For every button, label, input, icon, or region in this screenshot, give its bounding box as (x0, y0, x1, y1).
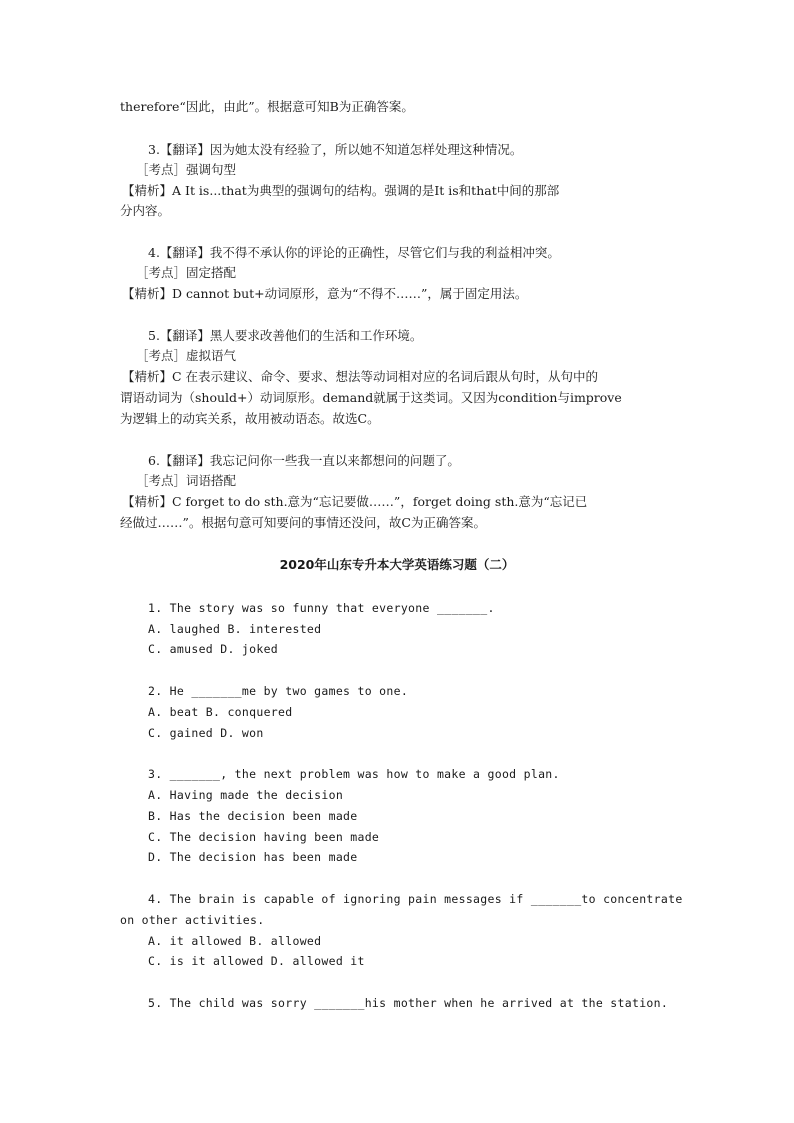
answer-5-point: ［考点］虚拟语气 (136, 348, 237, 363)
question-3-option-a: A. Having made the decision (148, 788, 344, 802)
question-2-option-line-1: A. beat B. conquered (148, 705, 293, 719)
answer-4-analysis-line-1: 【精析】D cannot but+动词原形，意为“不得不……”，属于固定用法。 (122, 286, 528, 301)
question-3-stem: 3. _______, the next problem was how to make a good plan. (148, 767, 560, 781)
answer-6-point: ［考点］词语搭配 (136, 473, 237, 488)
question-2-option-line-2: C. gained D. won (148, 726, 264, 740)
question-2-stem: 2. He _______me by two games to one. (148, 684, 409, 698)
answer-3-analysis-line-2: 分内容。 (120, 203, 171, 218)
answer-4-translation: 4.【翻译】我不得不承认你的评论的正确性，尽管它们与我的利益相冲突。 (148, 245, 560, 260)
question-4-option-line-2: C. is it allowed D. allowed it (148, 954, 365, 968)
answer-6-analysis-line-1: 【精析】C forget to do sth.意为“忘记要做……”，forget doing sth.意为“忘记已 (122, 494, 588, 509)
answer-5-analysis-line-3: 为逻辑上的动宾关系，故用被动语态。故选C。 (120, 411, 380, 426)
question-4-stem-line-1: 4. The brain is capable of ignoring pain messages if _______to concentrate (148, 892, 683, 906)
answer-6-translation: 6.【翻译】我忘记问你一些我一直以来都想问的问题了。 (148, 453, 460, 468)
answer-4-point: ［考点］固定搭配 (136, 265, 237, 280)
question-1-option-line-2: C. amused D. joked (148, 642, 279, 656)
answer-3-point: ［考点］强调句型 (136, 162, 237, 177)
question-1-stem: 1. The story was so funny that everyone _______. (148, 601, 495, 615)
answer-3-analysis-line-1: 【精析】A It is...that为典型的强调句的结构。强调的是It is和that中间的那部 (122, 183, 560, 198)
question-4-stem-line-2: on other activities. (120, 913, 265, 927)
question-1-option-line-1: A. laughed B. interested (148, 622, 322, 636)
answer-6-analysis-line-2: 经做过……”。根据句意可知要问的事情还没问，故C为正确答案。 (120, 515, 486, 530)
question-3-option-d: D. The decision has been made (148, 850, 358, 864)
question-5-stem: 5. The child was sorry _______his mother when he arrived at the station. (148, 996, 669, 1010)
answer-5-translation: 5.【翻译】黑人要求改善他们的生活和工作环境。 (148, 328, 423, 343)
answer-5-analysis-line-2: 谓语动词为（should+）动词原形。demand就属于这类词。又因为condition与improve (120, 390, 622, 405)
answer-2-conclusion: therefore“因此，由此”。根据意可知B为正确答案。 (120, 99, 414, 114)
section-title: 2020年山东专升本大学英语练习题（二） (279, 557, 515, 572)
answer-5-analysis-line-1: 【精析】C 在表示建议、命令、要求、想法等动词相对应的名词后跟从句时，从句中的 (122, 369, 599, 384)
question-4-option-line-1: A. it allowed B. allowed (148, 934, 322, 948)
question-3-option-b: B. Has the decision been made (148, 809, 358, 823)
answer-3-translation: 3.【翻译】因为她太没有经验了，所以她不知道怎样处理这种情况。 (148, 142, 523, 157)
question-3-option-c: C. The decision having been made (148, 830, 380, 844)
